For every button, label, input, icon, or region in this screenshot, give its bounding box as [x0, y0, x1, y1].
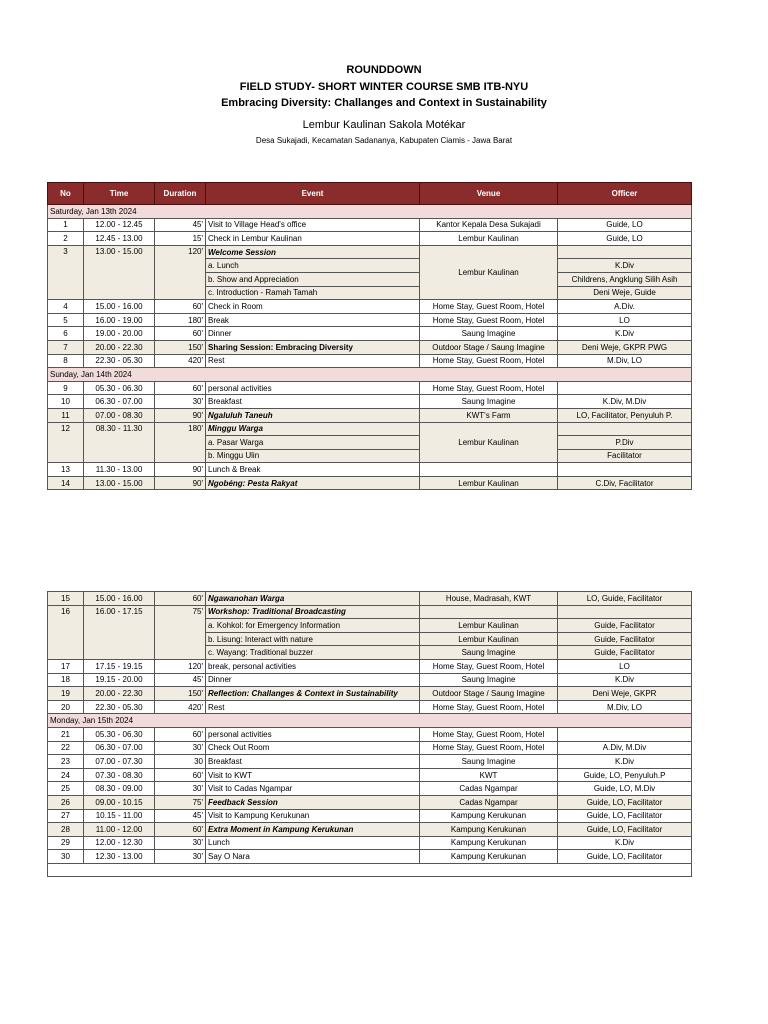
cell-venue: Cadas Ngampar: [420, 782, 558, 796]
cell-officer: Guide, LO, Facilitator: [558, 823, 692, 837]
table-row: [48, 354, 692, 368]
cell-officer: A.Div.: [558, 300, 692, 314]
cell-event: a. Pasar Warga: [206, 436, 420, 450]
cell-venue: Kampung Kerukunan: [420, 836, 558, 850]
cell-duration: 120': [155, 659, 206, 673]
cell-officer: Guide, Facilitator: [558, 646, 692, 660]
cell-time: 22.30 - 05.30: [84, 700, 155, 714]
table-row: [48, 592, 692, 606]
cell-officer: [558, 463, 692, 477]
cell-no: 7: [48, 340, 84, 354]
cell-event: Visit to Kampung Kerukunan: [206, 809, 420, 823]
cell-officer: [558, 381, 692, 395]
cell-venue: Home Stay, Guest Room, Hotel: [420, 727, 558, 741]
cell-officer: P.Div: [558, 436, 692, 450]
table-header-row: [48, 183, 692, 205]
doc-location: Lembur Kaulinan Sakola Motékar: [302, 119, 466, 131]
cell-officer: Guide, LO: [558, 218, 692, 232]
cell-venue: Outdoor Stage / Saung Imagine: [420, 340, 558, 354]
cell-officer: Guide, Facilitator: [558, 632, 692, 646]
cell-time: 15.00 - 16.00: [84, 300, 155, 314]
col-officer: Officer: [558, 183, 692, 205]
cell-duration: 150': [155, 687, 206, 701]
cell-duration: 30': [155, 850, 206, 864]
cell-officer: K.Div, M.Div: [558, 395, 692, 409]
cell-duration: 60': [155, 300, 206, 314]
cell-officer: A.Div, M.Div: [558, 741, 692, 755]
cell-event: Visit to Village Head's office: [206, 218, 420, 232]
cell-officer: Deni Weje, GKPR: [558, 687, 692, 701]
cell-officer: M.Div, LO: [558, 700, 692, 714]
cell-venue: Saung Imagine: [420, 673, 558, 687]
table-row: [48, 313, 692, 327]
table-row: [48, 755, 692, 769]
cell-duration: 30: [155, 755, 206, 769]
cell-duration: 90': [155, 463, 206, 477]
cell-time: 16.00 - 19.00: [84, 313, 155, 327]
day-row: [48, 205, 692, 219]
cell-no: 13: [48, 463, 84, 477]
cell-event: Ngaluluh Taneuh: [206, 408, 420, 422]
cell-no: 23: [48, 755, 84, 769]
cell-event: b. Show and Appreciation: [206, 272, 420, 286]
cell-time: 07.00 - 08.30: [84, 408, 155, 422]
day-label: Sunday, Jan 14th 2024: [48, 368, 692, 382]
cell-time: 22.30 - 05.30: [84, 354, 155, 368]
cell-no: 22: [48, 741, 84, 755]
cell-officer: Guide, LO: [558, 232, 692, 246]
cell-event: Sharing Session: Embracing Diversity: [206, 340, 420, 354]
cell-officer: K.Div: [558, 259, 692, 273]
cell-event: Reflection: Challanges & Context in Sustainability: [206, 687, 420, 701]
cell-time: 20.00 - 22.30: [84, 687, 155, 701]
table-row: [48, 327, 692, 341]
doc-title: ROUNDDOWN: [346, 64, 422, 76]
col-venue: Venue: [420, 183, 558, 205]
cell-duration: 30': [155, 782, 206, 796]
table-row: [48, 218, 692, 232]
cell-duration: 45': [155, 673, 206, 687]
cell-venue: Lembur Kaulinan: [420, 476, 558, 490]
cell-time: 11.30 - 13.00: [84, 463, 155, 477]
cell-event: personal activities: [206, 727, 420, 741]
cell-event: Minggu Warga: [206, 422, 420, 436]
cell-venue: Lembur Kaulinan: [420, 245, 558, 299]
cell-time: 06.30 - 07.00: [84, 395, 155, 409]
table-row: [48, 700, 692, 714]
cell-venue: Lembur Kaulinan: [420, 232, 558, 246]
cell-time: 13.00 - 15.00: [84, 245, 155, 299]
cell-venue: Kampung Kerukunan: [420, 809, 558, 823]
cell-time: 19.15 - 20.00: [84, 673, 155, 687]
col-time: Time: [84, 183, 155, 205]
cell-event: Feedback Session: [206, 795, 420, 809]
cell-no: 4: [48, 300, 84, 314]
cell-venue: Home Stay, Guest Room, Hotel: [420, 381, 558, 395]
rundown-table-part2: [47, 591, 692, 877]
table-row: [48, 836, 692, 850]
day-label: Monday, Jan 15th 2024: [48, 714, 692, 728]
cell-duration: 60': [155, 592, 206, 606]
cell-event: Lunch: [206, 836, 420, 850]
cell-officer: K.Div: [558, 755, 692, 769]
cell-no: 9: [48, 381, 84, 395]
cell-venue: [420, 463, 558, 477]
cell-event: a. Lunch: [206, 259, 420, 273]
cell-time: 16.00 - 17.15: [84, 605, 155, 659]
cell-duration: 60': [155, 823, 206, 837]
table-row: [48, 232, 692, 246]
cell-duration: 30': [155, 395, 206, 409]
cell-time: 07.00 - 07.30: [84, 755, 155, 769]
cell-time: 12.30 - 13.00: [84, 850, 155, 864]
cell-duration: 30': [155, 836, 206, 850]
table-row: [48, 340, 692, 354]
cell-officer: Guide, LO, Facilitator: [558, 809, 692, 823]
cell-no: 20: [48, 700, 84, 714]
table-row: [48, 463, 692, 477]
cell-venue: Home Stay, Guest Room, Hotel: [420, 313, 558, 327]
cell-event: Lunch & Break: [206, 463, 420, 477]
cell-venue: Kampung Kerukunan: [420, 850, 558, 864]
cell-time: 17.15 - 19.15: [84, 659, 155, 673]
table-row: [48, 422, 692, 436]
cell-venue: Lembur Kaulinan: [420, 632, 558, 646]
cell-duration: 75': [155, 605, 206, 659]
cell-venue: Home Stay, Guest Room, Hotel: [420, 300, 558, 314]
cell-event: Ngawanohan Warga: [206, 592, 420, 606]
table-row: [48, 768, 692, 782]
cell-event: Check in Room: [206, 300, 420, 314]
cell-officer: LO: [558, 659, 692, 673]
cell-time: 06.30 - 07.00: [84, 741, 155, 755]
cell-no: 6: [48, 327, 84, 341]
table-row: [48, 673, 692, 687]
cell-officer: Guide, LO, M.Div: [558, 782, 692, 796]
cell-officer: [558, 727, 692, 741]
cell-officer: K.Div: [558, 836, 692, 850]
cell-no: 2: [48, 232, 84, 246]
cell-venue: Home Stay, Guest Room, Hotel: [420, 700, 558, 714]
doc-theme: Embracing Diversity: Challanges and Context in Sustainability: [221, 97, 547, 109]
cell-venue: Saung Imagine: [420, 755, 558, 769]
cell-venue: Home Stay, Guest Room, Hotel: [420, 659, 558, 673]
cell-no: 18: [48, 673, 84, 687]
cell-event: b. Minggu Ulin: [206, 449, 420, 463]
cell-time: 08.30 - 11.30: [84, 422, 155, 463]
cell-venue: KWT's Farm: [420, 408, 558, 422]
cell-officer: Guide, LO, Facilitator: [558, 850, 692, 864]
cell-duration: 180': [155, 313, 206, 327]
table-row: [48, 476, 692, 490]
cell-event: Workshop: Traditional Broadcasting: [206, 605, 420, 619]
cell-no: 15: [48, 592, 84, 606]
cell-no: 14: [48, 476, 84, 490]
cell-duration: 420': [155, 700, 206, 714]
cell-time: 12.00 - 12.30: [84, 836, 155, 850]
table-row: [48, 300, 692, 314]
day-row: [48, 714, 692, 728]
table-row: [48, 687, 692, 701]
cell-time: 19.00 - 20.00: [84, 327, 155, 341]
cell-no: 26: [48, 795, 84, 809]
cell-event: Break: [206, 313, 420, 327]
cell-officer: Facilitator: [558, 449, 692, 463]
cell-no: 1: [48, 218, 84, 232]
cell-event: Say O Nara: [206, 850, 420, 864]
cell-event: c. Wayang: Traditional buzzer: [206, 646, 420, 660]
col-event: Event: [206, 183, 420, 205]
cell-duration: 90': [155, 476, 206, 490]
cell-officer: LO: [558, 313, 692, 327]
cell-officer: Guide, LO, Facilitator: [558, 795, 692, 809]
cell-officer: Guide, Facilitator: [558, 619, 692, 633]
cell-officer: M.Div, LO: [558, 354, 692, 368]
cell-event: Dinner: [206, 673, 420, 687]
cell-time: 07.30 - 08.30: [84, 768, 155, 782]
cell-venue: Saung Imagine: [420, 327, 558, 341]
table-row: [48, 741, 692, 755]
cell-no: 29: [48, 836, 84, 850]
cell-time: 20.00 - 22.30: [84, 340, 155, 354]
cell-event: personal activities: [206, 381, 420, 395]
cell-venue: [420, 605, 558, 619]
cell-event: Extra Moment in Kampung Kerukunan: [206, 823, 420, 837]
cell-event: b. Lisung: Interact with nature: [206, 632, 420, 646]
table-row: [48, 795, 692, 809]
table-row: [48, 782, 692, 796]
cell-officer: C.Div, Facilitator: [558, 476, 692, 490]
cell-venue: Home Stay, Guest Room, Hotel: [420, 354, 558, 368]
cell-officer: Childrens, Angklung Silih Asih: [558, 272, 692, 286]
cell-venue: Kantor Kepala Desa Sukajadi: [420, 218, 558, 232]
table-row: [48, 408, 692, 422]
cell-no: 17: [48, 659, 84, 673]
cell-duration: 60': [155, 768, 206, 782]
blank-cell: [48, 863, 692, 876]
cell-time: 11.00 - 12.00: [84, 823, 155, 837]
cell-no: 12: [48, 422, 84, 463]
cell-event: Visit to KWT: [206, 768, 420, 782]
cell-no: 11: [48, 408, 84, 422]
cell-duration: 420': [155, 354, 206, 368]
cell-venue: House, Madrasah, KWT: [420, 592, 558, 606]
cell-no: 21: [48, 727, 84, 741]
table-row: [48, 381, 692, 395]
cell-no: 8: [48, 354, 84, 368]
cell-venue: Lembur Kaulinan: [420, 619, 558, 633]
doc-address: Desa Sukajadi, Kecamatan Sadananya, Kabupaten Ciamis - Jawa Barat: [255, 136, 513, 145]
cell-venue: Lembur Kaulinan: [420, 422, 558, 463]
cell-duration: 45': [155, 809, 206, 823]
table-row: [48, 823, 692, 837]
cell-no: 28: [48, 823, 84, 837]
cell-no: 3: [48, 245, 84, 299]
cell-event: Rest: [206, 700, 420, 714]
cell-time: 12.00 - 12.45: [84, 218, 155, 232]
cell-venue: Saung Imagine: [420, 395, 558, 409]
cell-time: 13.00 - 15.00: [84, 476, 155, 490]
cell-event: Check Out Room: [206, 741, 420, 755]
cell-event: Rest: [206, 354, 420, 368]
cell-time: 15.00 - 16.00: [84, 592, 155, 606]
cell-event: Welcome Session: [206, 245, 420, 259]
table-row-blank: [48, 863, 692, 876]
table-row: [48, 850, 692, 864]
cell-time: 08.30 - 09.00: [84, 782, 155, 796]
cell-officer: [558, 422, 692, 436]
cell-officer: [558, 245, 692, 259]
cell-event: a. Kohkol: for Emergency Information: [206, 619, 420, 633]
table-row: [48, 727, 692, 741]
cell-venue: Cadas Ngampar: [420, 795, 558, 809]
cell-officer: Deni Weje, Guide: [558, 286, 692, 300]
rundown-table-part1: [47, 182, 692, 490]
cell-officer: K.Div: [558, 327, 692, 341]
cell-time: 05.30 - 06.30: [84, 381, 155, 395]
cell-duration: 90': [155, 408, 206, 422]
table-row: [48, 245, 692, 259]
cell-event: break, personal activities: [206, 659, 420, 673]
cell-officer: LO, Facilitator, Penyuluh P.: [558, 408, 692, 422]
cell-event: Breakfast: [206, 755, 420, 769]
cell-venue: Saung Imagine: [420, 646, 558, 660]
cell-venue: Outdoor Stage / Saung Imagine: [420, 687, 558, 701]
doc-subtitle: FIELD STUDY- SHORT WINTER COURSE SMB ITB-NYU: [239, 81, 529, 93]
cell-time: 05.30 - 06.30: [84, 727, 155, 741]
cell-no: 30: [48, 850, 84, 864]
col-no: No: [48, 183, 84, 205]
table-row: [48, 659, 692, 673]
cell-time: 12.45 - 13.00: [84, 232, 155, 246]
cell-no: 27: [48, 809, 84, 823]
cell-no: 19: [48, 687, 84, 701]
cell-officer: LO, Guide, Facilitator: [558, 592, 692, 606]
cell-event: Dinner: [206, 327, 420, 341]
cell-no: 25: [48, 782, 84, 796]
col-duration: Duration: [155, 183, 206, 205]
cell-event: c. Introduction - Ramah Tamah: [206, 286, 420, 300]
cell-duration: 60': [155, 327, 206, 341]
table-row: [48, 605, 692, 619]
day-label: Saturday, Jan 13th 2024: [48, 205, 692, 219]
cell-venue: Home Stay, Guest Room, Hotel: [420, 741, 558, 755]
cell-duration: 75': [155, 795, 206, 809]
cell-duration: 150': [155, 340, 206, 354]
cell-venue: Kampung Kerukunan: [420, 823, 558, 837]
cell-event: Ngobéng: Pesta Rakyat: [206, 476, 420, 490]
cell-event: Check in Lembur Kaulinan: [206, 232, 420, 246]
cell-time: 10.15 - 11.00: [84, 809, 155, 823]
cell-duration: 60': [155, 381, 206, 395]
cell-no: 10: [48, 395, 84, 409]
cell-officer: Deni Weje, GKPR PWG: [558, 340, 692, 354]
cell-officer: [558, 605, 692, 619]
table-row: [48, 395, 692, 409]
cell-event: Visit to Cadas Ngampar: [206, 782, 420, 796]
cell-duration: 15': [155, 232, 206, 246]
day-row: [48, 368, 692, 382]
cell-venue: KWT: [420, 768, 558, 782]
cell-no: 16: [48, 605, 84, 659]
cell-duration: 120': [155, 245, 206, 299]
cell-duration: 60': [155, 727, 206, 741]
cell-no: 24: [48, 768, 84, 782]
cell-no: 5: [48, 313, 84, 327]
cell-duration: 30': [155, 741, 206, 755]
cell-officer: K.Div: [558, 673, 692, 687]
cell-duration: 180': [155, 422, 206, 463]
cell-event: Breakfast: [206, 395, 420, 409]
table-row: [48, 809, 692, 823]
cell-time: 09.00 - 10.15: [84, 795, 155, 809]
cell-officer: Guide, LO, Penyuluh.P: [558, 768, 692, 782]
cell-duration: 45': [155, 218, 206, 232]
